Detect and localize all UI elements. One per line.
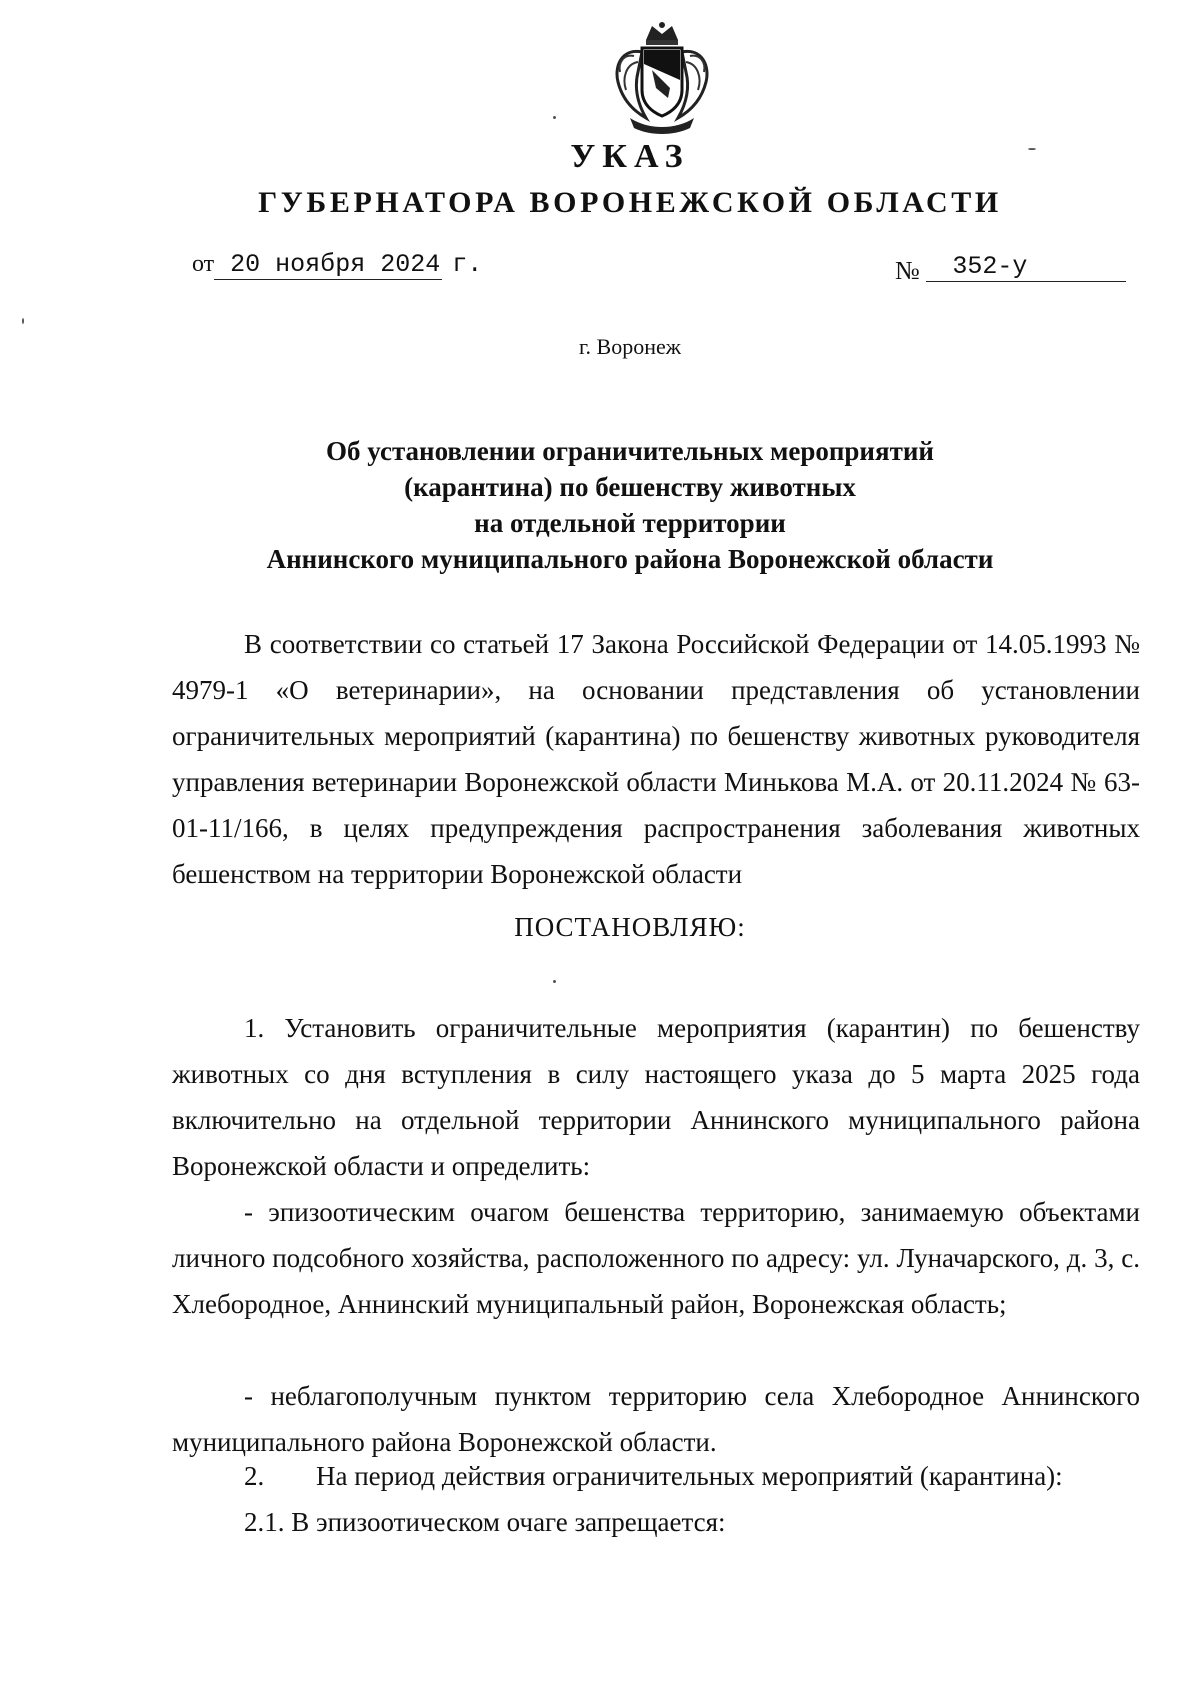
item-1-paragraph: 1. Установить ограничительные мероприятия (карантин) по бешенству животных со дня вступления в силу настоящего указа до 5 марта 2025 года включительно на отдельной территории Аннинского муниципального района Воронежской области и определить: <box>172 1013 1140 1181</box>
city-line: г. Воронеж <box>579 334 681 359</box>
scan-speck <box>22 318 24 324</box>
scan-speck <box>553 116 556 119</box>
date-value: 20 ноября 2024 <box>214 251 442 280</box>
voronezh-coat-of-arms-icon <box>608 18 716 138</box>
number-field <box>895 252 1126 288</box>
date-prefix: от <box>192 251 215 277</box>
item-1b-paragraph: - неблагополучным пунктом территорию села Хлебородное Аннинского муниципального района Воронежской области. <box>172 1381 1140 1457</box>
date-suffix: г. <box>452 250 483 279</box>
item-1a-block <box>172 1189 1140 1327</box>
scan-speck <box>553 980 556 983</box>
item-1a-paragraph: - эпизоотическим очагом бешенства территорию, занимаемую объектами личного подсобного хозяйства, расположенного по адресу: ул. Луначарского, д. 3, с. Хлебородное, Аннинский муниципальный район, Воронежская область; <box>172 1197 1140 1319</box>
item-2-1-text: 2.1. В эпизоотическом очаге запрещается: <box>244 1507 726 1537</box>
subject-line: Аннинского муниципального района Воронежской области <box>266 544 994 574</box>
number-value: 352-у <box>926 253 1126 282</box>
item-1b-block <box>172 1373 1140 1465</box>
preamble-paragraph: В соответствии со статьей 17 Закона Российской Федерации от 14.05.1993 № 4979-1 «О ветеринарии», на основании представления об установлении ограничительных мероприятий (карантина) по бешенству животных руководителя управления ветеринарии Воронежской области Минькова М.А. от 20.11.2024 № 63-01-11/166, в целях предупреждения распространения заболевания животных бешенством на территории Воронежской области <box>172 629 1140 889</box>
date-field <box>192 250 482 280</box>
subject-line: Об установлении ограничительных мероприятий <box>326 436 934 466</box>
subject-line: (карантина) по бешенству животных <box>404 472 856 502</box>
decree-word: ПОСТАНОВЛЯЮ: <box>514 912 746 942</box>
item-2-number: 2. <box>244 1461 265 1491</box>
document-subject <box>0 433 1200 577</box>
number-prefix: № <box>895 256 920 285</box>
item-1-block <box>172 1005 1140 1189</box>
document-type-title: УКАЗ <box>570 138 690 175</box>
subject-line: на отдельной территории <box>474 508 786 538</box>
item-2-text: На период действия ограничительных мероприятий (карантина): <box>316 1461 1063 1491</box>
issuer-title: ГУБЕРНАТОРА ВОРОНЕЖСКОЙ ОБЛАСТИ <box>258 186 1002 219</box>
preamble-block <box>172 621 1140 897</box>
scan-speck <box>1028 148 1036 150</box>
